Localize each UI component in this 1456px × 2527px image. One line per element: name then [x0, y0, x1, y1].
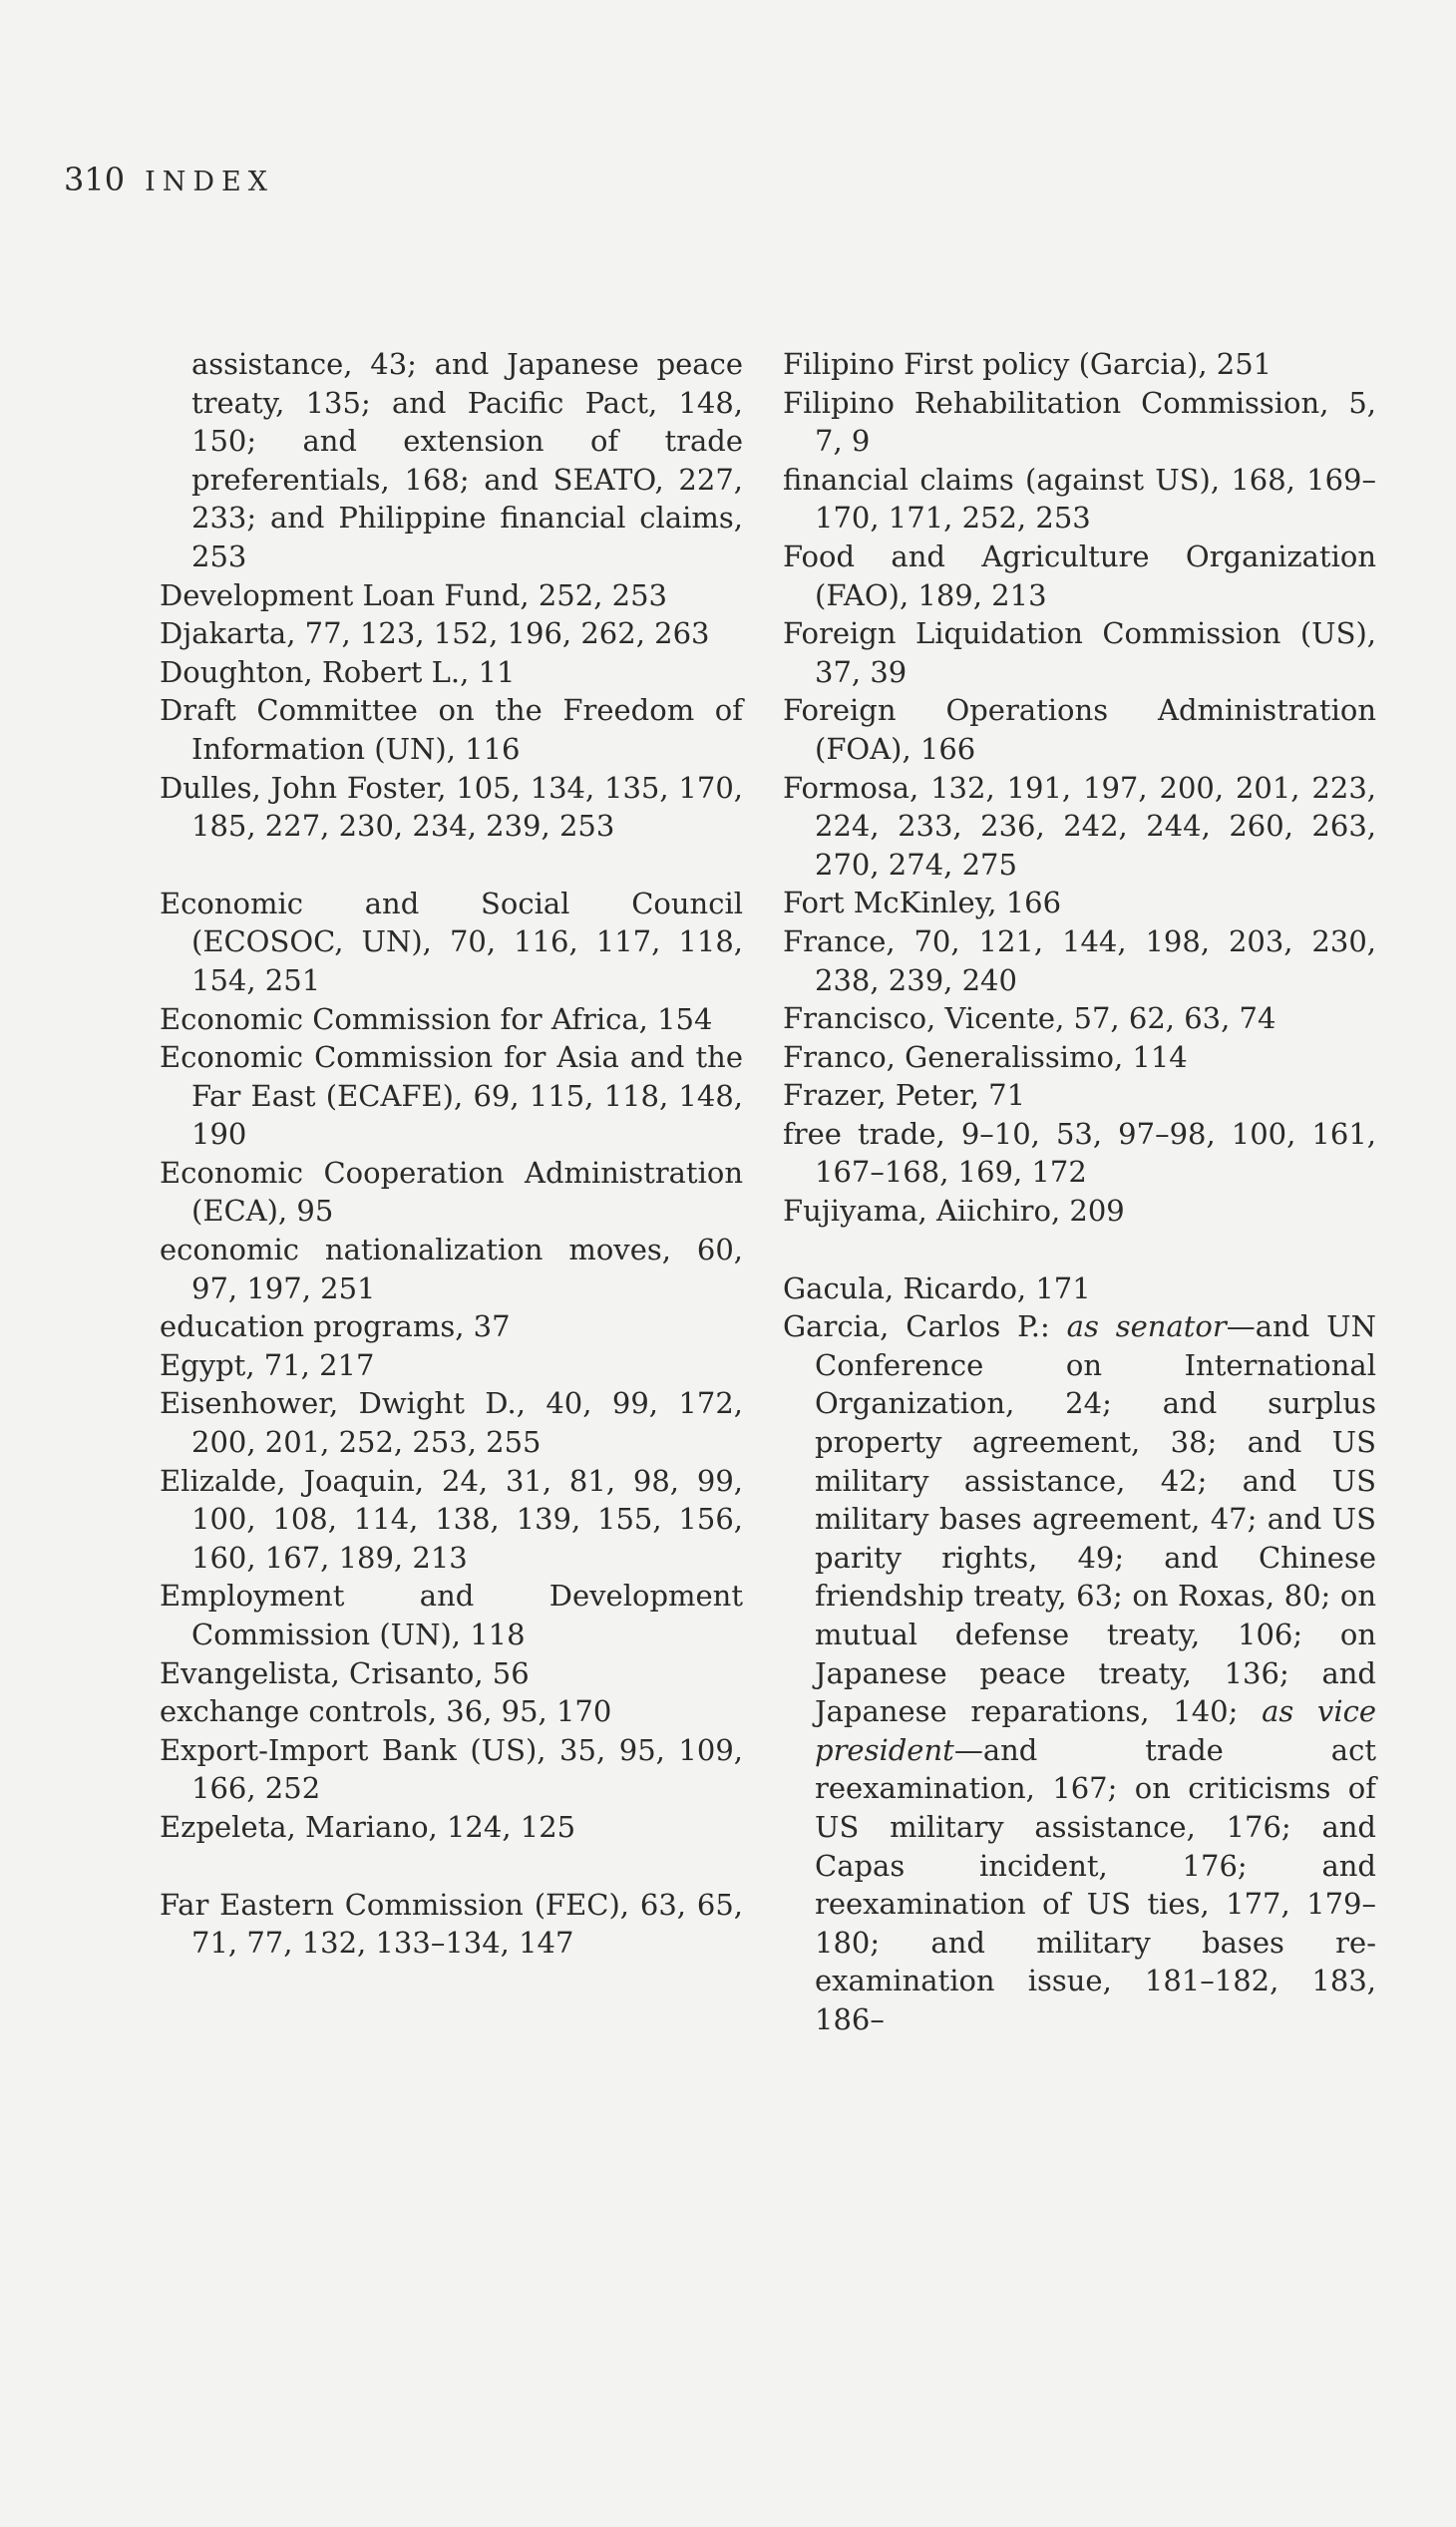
index-entry: Dulles, John Foster, 105, 134, 135, 170, 185, 227, 230, 234, 239, 253 [160, 770, 743, 844]
index-entry: Food and Agriculture Organization (FAO), 189, 213 [783, 539, 1376, 612]
subheading-italic: as vice president [815, 1694, 1376, 1767]
index-entry: Formosa, 132, 191, 197, 200, 201, 223, 224, 233, 236, 242, 244, 260, 263, 270, 274, 275 [783, 770, 1376, 882]
index-entry: Francisco, Vicente, 57, 62, 63, 74 [783, 1001, 1276, 1036]
right-column [783, 345, 1376, 2039]
index-entry: exchange controls, 36, 95, 170 [160, 1694, 612, 1729]
index-entry: Economic and Social Council (ECOSOC, UN), 70, 116, 117, 118, 154, 251 [160, 886, 743, 997]
index-entry: Development Loan Fund, 252, 253 [160, 577, 667, 612]
index-entry: Frazer, Peter, 71 [783, 1078, 1026, 1113]
index-entry: Ezpeleta, Mariano, 124, 125 [160, 1809, 576, 1844]
entry-text: Garcia, Carlos P.: [783, 1309, 1067, 1344]
index-entry: economic nationalization moves, 60, 97, 197, 251 [160, 1233, 743, 1305]
running-head [64, 160, 274, 202]
index-entry: Foreign Operations Administration (FOA), 166 [783, 693, 1376, 766]
subheading-italic: as senator [1066, 1309, 1227, 1344]
index-entry: Filipino First policy (Garcia), 251 [783, 347, 1273, 381]
left-column [160, 345, 743, 1963]
index-entry: Gacula, Ricardo, 171 [783, 1270, 1091, 1305]
index-entry: Egypt, 71, 217 [160, 1347, 375, 1382]
index-entry: Franco, Generalissimo, 114 [783, 1039, 1188, 1074]
index-entry: Foreign Liquidation Commission (US), 37, 39 [783, 616, 1376, 689]
entry-text: —and trade act reexamination, 167; on criticisms of US military assistance, 176; and Capas incident, 176; and reexamination of US ties, 177, 179–180; and military bases re-examination issue, 181–182, 183, 186– [815, 1732, 1376, 2036]
index-entry: Filipino Rehabilitation Commission, 5, 7, 9 [783, 385, 1376, 459]
index-entry: Fujiyama, Aiichiro, 209 [783, 1194, 1125, 1229]
index-entry: Djakarta, 77, 123, 152, 196, 262, 263 [160, 616, 710, 651]
index-entry: education programs, 37 [160, 1309, 511, 1344]
index-entry: Fort McKinley, 166 [783, 886, 1062, 920]
index-entry: Eisenhower, Dwight D., 40, 99, 172, 200, 201, 252, 253, 255 [160, 1386, 743, 1460]
section-title: INDEX [145, 167, 274, 197]
index-entry: Economic Cooperation Administration (ECA), 95 [160, 1155, 743, 1229]
index-entry: Draft Committee on the Freedom of Information (UN), 116 [160, 693, 743, 766]
index-entry: Evangelista, Crisanto, 56 [160, 1655, 530, 1690]
index-entry: France, 70, 121, 144, 198, 203, 230, 238, 239, 240 [783, 923, 1376, 997]
index-entry: Economic Commission for Asia and the Far East (ECAFE), 69, 115, 118, 148, 190 [160, 1040, 743, 1152]
index-entry: Export-Import Bank (US), 35, 95, 109, 166, 252 [160, 1732, 743, 1806]
index-entry: Doughton, Robert L., 11 [160, 654, 516, 689]
index-entry: Employment and Development Commission (UN), 118 [160, 1579, 743, 1651]
index-entry: financial claims (against US), 168, 169–170, 171, 252, 253 [783, 462, 1376, 536]
index-entry: Economic Commission for Africa, 154 [160, 1001, 713, 1036]
page-number: 310 [64, 161, 126, 198]
index-entry: Far Eastern Commission (FEC), 63, 65, 71, 77, 132, 133–134, 147 [160, 1887, 743, 1961]
index-entry: Elizalde, Joaquin, 24, 31, 81, 98, 99, 100, 108, 114, 138, 139, 155, 156, 160, 167, 189, 213 [160, 1463, 743, 1575]
index-entry: free trade, 9–10, 53, 97–98, 100, 161, 167–168, 169, 172 [783, 1116, 1376, 1190]
entry-text: —and UN Conference on International Organization, 24; and surplus property agreement, 38; and US military assistance, 42; and US military bases agreement, 47; and US parity rights, 49; and Chinese friendship treaty, 63; on Roxas, 80; on mutual defense treaty, 106; on Japanese peace treaty, 136; and Japanese reparations, 140; [815, 1309, 1376, 1729]
index-entry-continued: assistance, 43; and Japanese peace treaty, 135; and Pacific Pact, 148, 150; and extension of trade preferentials, 168; and SEATO, 227, 233; and Philippine financial claims, 253 [191, 347, 743, 573]
index-entry-garcia [783, 1307, 1376, 2038]
